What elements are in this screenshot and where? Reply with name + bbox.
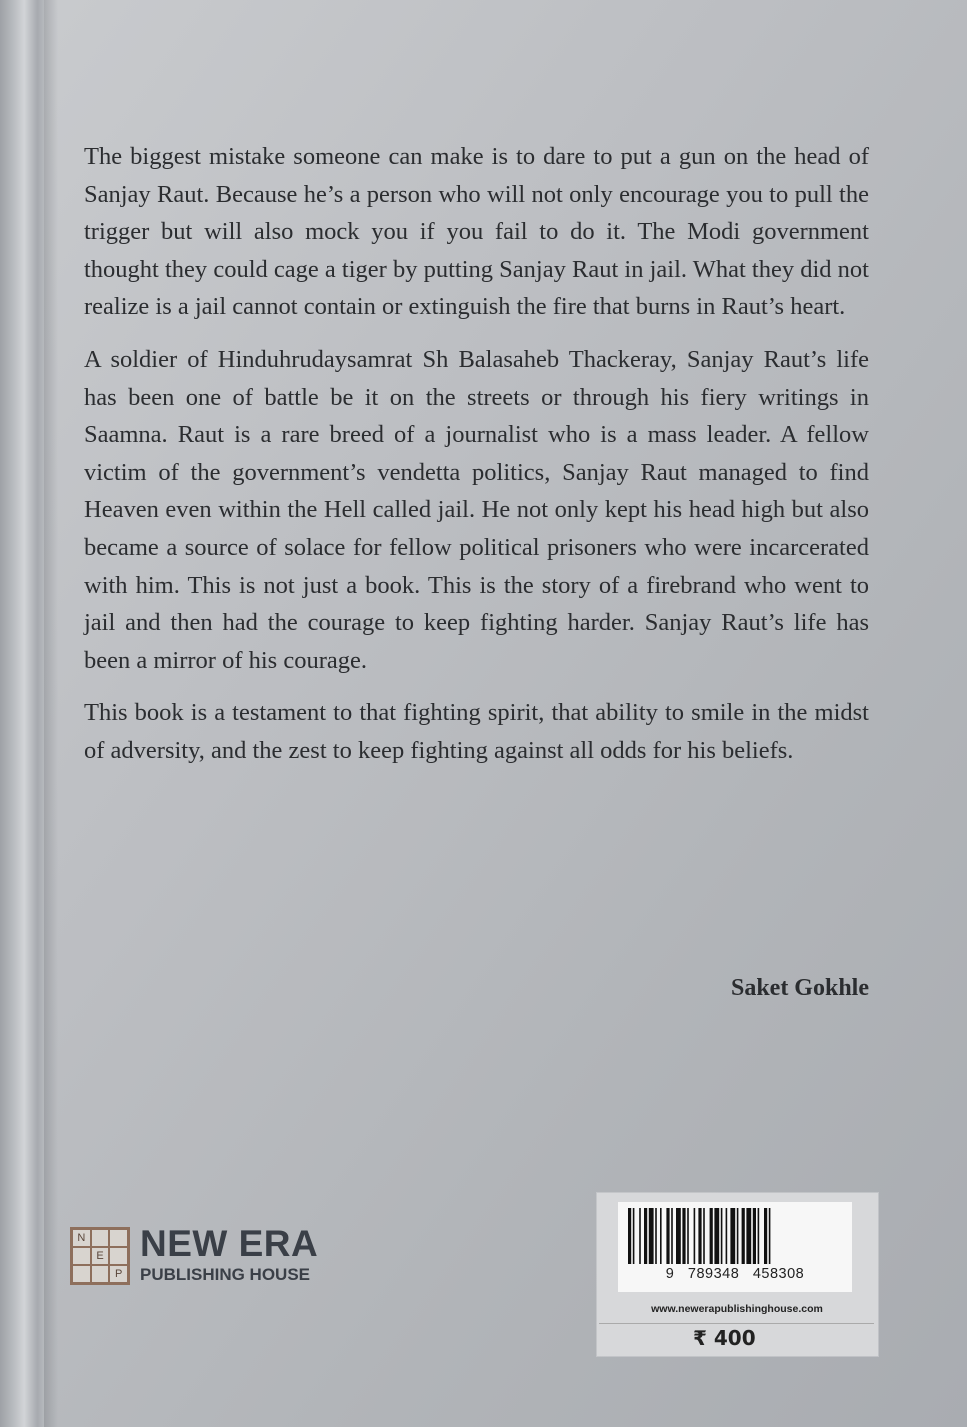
blurb-paragraph-2: A soldier of Hinduhrudaysamrat Sh Balasaheb Thackeray, Sanjay Raut’s life has been one of battle be it on the streets or through his fiery writings in Saamna. Raut is a rare breed of a journalist who is a mass leader. A fellow victim of the government’s vendetta politics, Sanjay Raut managed to find Heaven even within the Hell called jail. He not only kept his head high but also became a source of solace for fellow political prisoners who were incarcerated with him. This is not just a book. This is the story of a firebrand who went to jail and then had the courage to keep fighting harder. Sanjay Raut’s life has been a mirror of his courage. (84, 345, 869, 674)
barcode-bars (622, 1206, 848, 1268)
author-name: Saket Gokhle (730, 975, 869, 1001)
logo-cell (91, 1229, 110, 1247)
blurb-text (84, 138, 869, 785)
barcode-panel (597, 1193, 878, 1356)
blurb-paragraph-1: The biggest mistake someone can make is to dare to put a gun on the head of Sanjay Raut. Because he’s a person who will not only encourage you to pull the trigger but will also mock you if you fail to do it. The Modi government thought they could cage a tiger by putting Sanjay Raut in jail. What they did not realize is a jail cannot contain or extinguish the fire that burns in Raut’s heart. (84, 143, 869, 321)
book-price: ₹ 400 (599, 1323, 874, 1351)
publisher-logo (70, 1223, 360, 1289)
logo-cell (72, 1247, 91, 1265)
logo-cell (109, 1229, 128, 1247)
logo-letter-n: N (72, 1229, 91, 1247)
publisher-subtitle: PUBLISHING HOUSE (140, 1265, 311, 1284)
isbn-number: 9 789348 458308 (665, 1266, 805, 1282)
publisher-website: www.newerapublishinghouse.com (651, 1303, 823, 1315)
logo-letter-p: P (109, 1265, 128, 1283)
spine-shadow (44, 0, 58, 1427)
book-spine (0, 0, 44, 1427)
logo-cell (91, 1265, 110, 1283)
blurb-paragraph-3: This book is a testament to that fighting spirit, that ability to smile in the midst of adversity, and the zest to keep fighting against all odds for his beliefs. (84, 699, 869, 764)
logo-cell (109, 1247, 128, 1265)
logo-letter-e: E (91, 1247, 110, 1265)
publisher-logo-mark (70, 1227, 130, 1285)
publisher-name: NEW ERA (140, 1223, 319, 1264)
isbn-barcode (618, 1202, 852, 1292)
logo-cell (72, 1265, 91, 1283)
